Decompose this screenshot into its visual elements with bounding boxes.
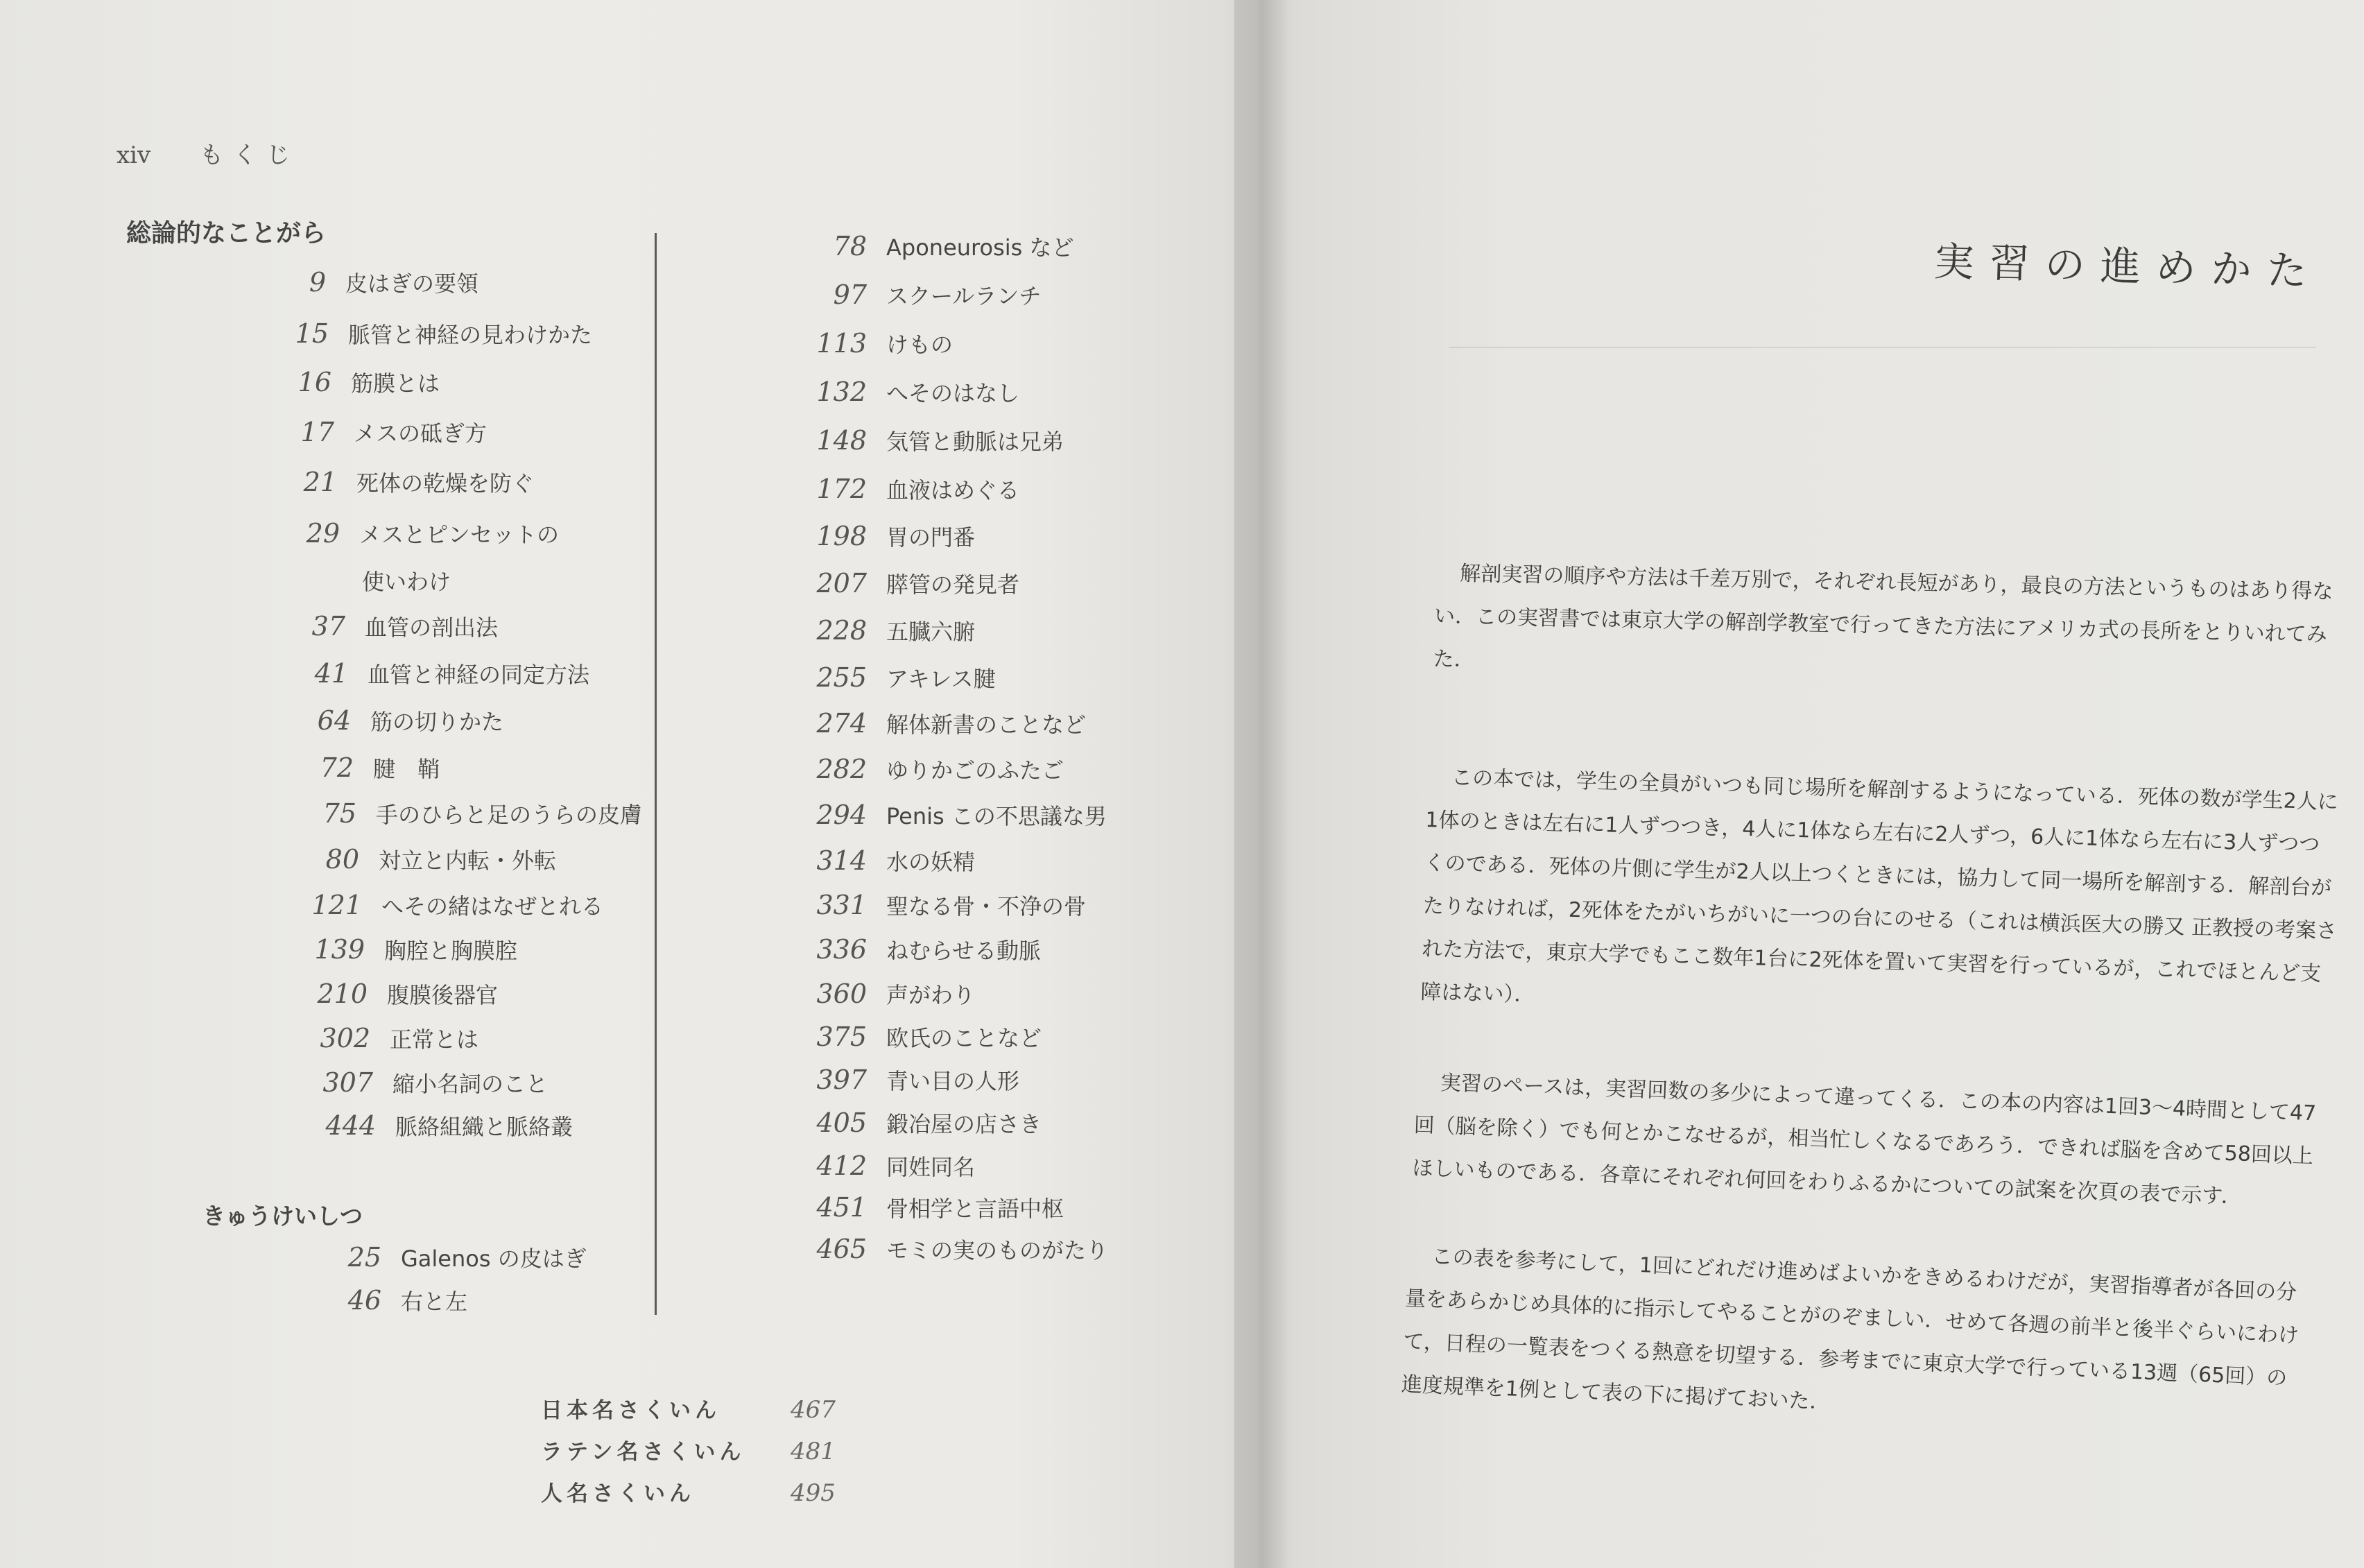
running-head bbox=[117, 136, 300, 170]
index-entry: 人名さくいん 495 bbox=[541, 1479, 836, 1507]
section-title-break-room: きゅうけいしつ bbox=[202, 1203, 363, 1230]
running-title: もくじ bbox=[200, 141, 300, 169]
toc-entry: 172 血液はめぐる bbox=[816, 474, 1020, 504]
toc-entry: 139 胸腔と胸膜腔 bbox=[314, 934, 518, 965]
toc-entry: 198 胃の門番 bbox=[816, 521, 976, 551]
toc-entry: 29 メスとピンセットの bbox=[306, 518, 560, 549]
index-entry: ラテン名さくいん 481 bbox=[541, 1438, 836, 1465]
toc-entry: 282 ゆりかごのふたご bbox=[816, 754, 1064, 784]
toc-entry: 228 五臓六腑 bbox=[816, 615, 976, 646]
toc-entry: 294 Penis この不思議な男 bbox=[816, 800, 1107, 830]
chapter-title: 実習の進めかた bbox=[1933, 237, 2323, 295]
toc-entry: 78 Aponeurosis など bbox=[833, 231, 1074, 261]
toc-entry: 210 腹膜後器官 bbox=[317, 979, 499, 1009]
toc-entry: 使いわけ bbox=[362, 569, 451, 595]
toc-entry: 9 皮はぎの要領 bbox=[309, 267, 479, 298]
toc-entry: 15 脈管と神経の見わけかた bbox=[295, 318, 593, 349]
toc-entry: 255 アキレス腱 bbox=[816, 662, 996, 693]
book-gutter bbox=[1227, 0, 1290, 1568]
toc-entry: 16 筋膜とは bbox=[297, 367, 440, 397]
toc-entry: 97 スクールランチ bbox=[833, 279, 1042, 310]
toc-entry: 64 筋の切りかた bbox=[317, 705, 504, 736]
toc-entry: 412 同姓同名 bbox=[816, 1151, 976, 1181]
toc-entry: 37 血管の剖出法 bbox=[311, 611, 499, 641]
toc-entry: 75 手のひらと足のうらの皮膚 bbox=[322, 798, 643, 829]
toc-entry: 121 へその緒はなぜとれる bbox=[311, 890, 604, 920]
toc-entry: 17 メスの砥ぎ方 bbox=[300, 417, 488, 447]
toc-entry: 41 血管と神経の同定方法 bbox=[314, 658, 590, 689]
toc-entry: 314 水の妖精 bbox=[816, 845, 976, 876]
toc-entry: 207 膵管の発見者 bbox=[816, 568, 1020, 598]
toc-entry: 451 骨相学と言語中枢 bbox=[816, 1192, 1064, 1223]
body-paragraph: この表を参考にして，1回にどれだけ進めばよいかをきめるわけだが，実習指導者が各回の分量をあらかじめ具体的に指示してやることがのぞましい．せめて各週の前半と後半ぐらいにわけて，日程の一覧表をつくる熱意を切望する．参考までに東京大学で行っている13週（65回）の進度規準を1例として表の下に掲げておいた． bbox=[1401, 1244, 2300, 1415]
body-paragraph: 実習のペースは，実習回数の多少によって違ってくる．この本の内容は1回3～4時間として47回（脳を除く）でも何とかこなせるが，相当忙しくなるであろう．できれば脳を含めて58回以上ほしいものである．各章にそれぞれ何回をわりふるかについての試案を次頁の表で示す． bbox=[1411, 1071, 2317, 1209]
faint-rule bbox=[1449, 347, 2316, 348]
toc-entry: 21 死体の乾燥を防ぐ bbox=[303, 467, 535, 497]
toc-entry: 375 欧氏のことなど bbox=[816, 1022, 1042, 1052]
toc-entry: 465 モミの実のものがたり bbox=[816, 1234, 1109, 1264]
body-paragraph: 解剖実習の順序や方法は千差万別で，それぞれ長短があり，最良の方法というものはあり得ない．この実習書では東京大学の解剖学教室で行ってきた方法にアメリカ式の長所をとりいれてみた． bbox=[1433, 561, 2333, 673]
toc-entry: 80 対立と内転・外転 bbox=[325, 844, 557, 875]
body-paragraph: この本では，学生の全員がいつも同じ場所を解剖するようになっている．死体の数が学生2人に1体のときは左右に1人ずつつき，4人に1体なら左右に2人ずつ，6人に1体なら左右に3人ずつつくのである．死体の片側に学生が2人以上つくときには，協力して同一場所を解剖する．解剖台がたりなければ，2死体をたがいちがいに一つの台にのせる（これは横浜医大の勝又 正教授の考案された方法で，東京大学でもここ数年1台に2死体を置いて実習を行っているが，これでほとんど支障はない）． bbox=[1420, 766, 2339, 1008]
toc-entry: 302 正常とは bbox=[320, 1023, 479, 1053]
toc-entry: 148 気管と動脈は兄弟 bbox=[816, 425, 1064, 456]
toc-entry: 25 Galenos の皮はぎ bbox=[347, 1242, 587, 1273]
toc-entry: 307 縮小名詞のこと bbox=[322, 1067, 549, 1098]
column-divider bbox=[655, 233, 657, 1315]
page-number: xiv bbox=[117, 141, 151, 169]
toc-entry: 331 聖なる骨・不浄の骨 bbox=[816, 890, 1087, 920]
section-title-general: 総論的なことがら bbox=[126, 219, 327, 248]
toc-entry: 444 脈絡組織と脈絡叢 bbox=[325, 1110, 573, 1141]
toc-entry: 397 青い目の人形 bbox=[816, 1065, 1020, 1095]
toc-entry: 360 声がわり bbox=[816, 979, 976, 1009]
toc-entry: 132 へそのはなし bbox=[816, 377, 1020, 407]
toc-entry: 405 鍛冶屋の店さき bbox=[816, 1108, 1042, 1138]
toc-entry: 336 ねむらせる動脈 bbox=[816, 934, 1042, 965]
toc-entry: 274 解体新書のことなど bbox=[816, 708, 1087, 739]
toc-entry: 46 右と左 bbox=[347, 1285, 468, 1316]
toc-entry: 72 腱 鞘 bbox=[320, 752, 440, 783]
index-entry: 日本名さくいん 467 bbox=[541, 1396, 836, 1424]
toc-entry: 113 けもの bbox=[816, 328, 954, 359]
